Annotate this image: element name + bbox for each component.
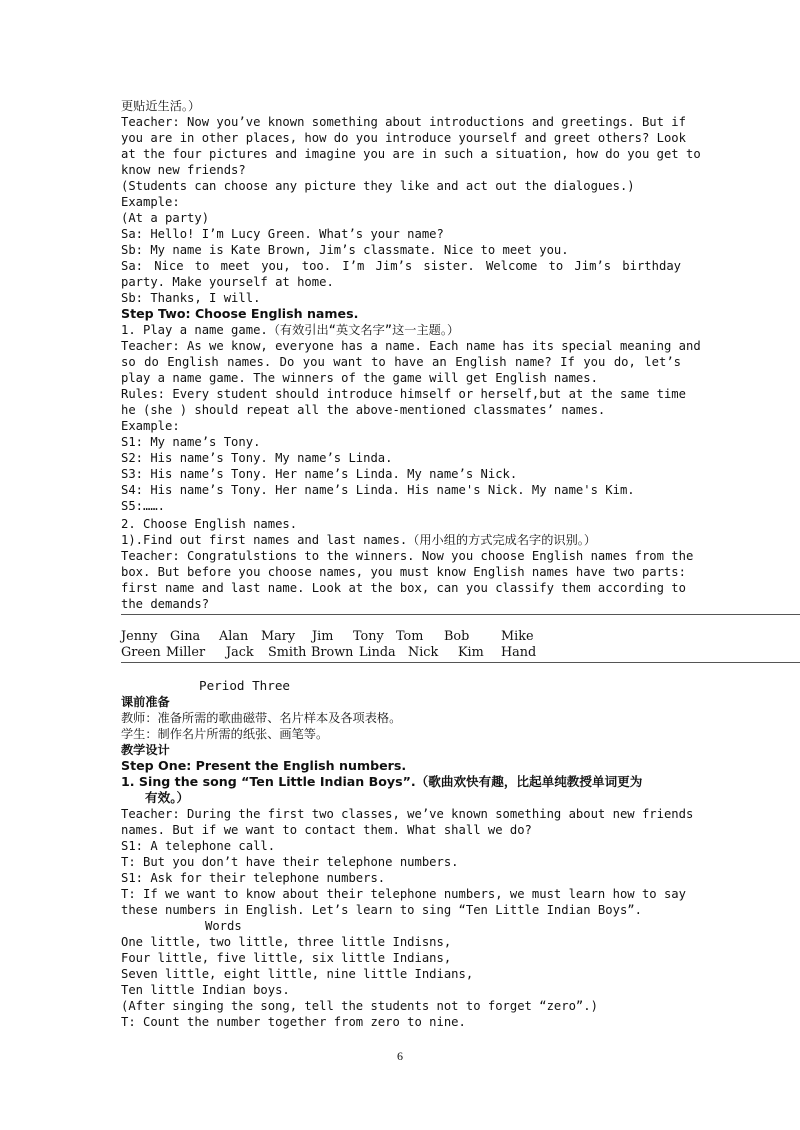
name-box-row-first bbox=[121, 629, 541, 645]
text-line: play a name game. The winners of the game will get English names. bbox=[121, 371, 598, 385]
text-line: box. But before you choose names, you must know English names have two parts: bbox=[121, 565, 686, 579]
step-heading: Step Two: Choose English names. bbox=[121, 306, 359, 321]
name-cell: Jack bbox=[226, 645, 254, 660]
period-heading: Period Three bbox=[199, 678, 290, 693]
text-line: Sa: Nice to meet you, too. I’m Jim’s sister. Welcome to Jim’s birthday bbox=[121, 259, 681, 273]
text-line: T: But you don’t have their telephone numbers. bbox=[121, 855, 459, 869]
text-line: know new friends? bbox=[121, 163, 246, 177]
name-cell: Tony bbox=[353, 629, 384, 644]
name-cell: Mike bbox=[501, 629, 534, 644]
name-cell: Mary bbox=[261, 629, 296, 644]
name-cell: Tom bbox=[396, 629, 424, 644]
name-cell: Miller bbox=[166, 645, 206, 660]
text-line: Sb: Thanks, I will. bbox=[121, 291, 261, 305]
text-line: 1. Play a name game.（有效引出“英文名字”这一主题。） bbox=[121, 323, 460, 337]
text-line: (After singing the song, tell the students not to forget “zero”.) bbox=[121, 999, 598, 1013]
name-cell: Bob bbox=[444, 629, 470, 644]
name-cell: Hand bbox=[501, 645, 537, 660]
text-line: (Students can choose any picture they like and act out the dialogues.) bbox=[121, 179, 635, 193]
text-line: T: If we want to know about their telephone numbers, we must learn how to say bbox=[121, 887, 686, 901]
step-heading: Step One: Present the English numbers. bbox=[121, 758, 407, 773]
song-words-heading: Words bbox=[205, 919, 242, 933]
text-line: S2: His name’s Tony. My name’s Linda. bbox=[121, 451, 393, 465]
text-line: S1: Ask for their telephone numbers. bbox=[121, 871, 386, 885]
song-line: Four little, five little, six little Indians, bbox=[121, 951, 452, 965]
text-line: so do English names. Do you want to have an English name? If you do, let’s bbox=[121, 355, 681, 369]
text-line: Sa: Hello! I’m Lucy Green. What’s your name? bbox=[121, 227, 444, 241]
text-line: you are in other places, how do you introduce yourself and greet others? Look bbox=[121, 131, 686, 145]
text-line: 2. Choose English names. bbox=[121, 517, 298, 531]
text-line: the demands? bbox=[121, 597, 210, 611]
text-line: T: Count the number together from zero to nine. bbox=[121, 1015, 466, 1029]
text-line: S3: His name’s Tony. Her name’s Linda. My name’s Nick. bbox=[121, 467, 518, 481]
text-line: 教师：准备所需的歌曲磁带、名片样本及各项表格。 bbox=[121, 711, 402, 725]
name-cell: Linda bbox=[359, 645, 396, 660]
text-line: first name and last name. Look at the box, can you classify them according to bbox=[121, 581, 686, 595]
name-cell: Green bbox=[121, 645, 161, 660]
song-line: Ten little Indian boys. bbox=[121, 983, 290, 997]
text-line: these numbers in English. Let’s learn to sing “Ten Little Indian Boys”. bbox=[121, 903, 642, 917]
name-box-bottom-rule bbox=[121, 662, 800, 663]
text-line: S1: My name’s Tony. bbox=[121, 435, 261, 449]
name-cell: Brown bbox=[311, 645, 354, 660]
song-line: One little, two little, three little Indisns, bbox=[121, 935, 452, 949]
text-line: at the four pictures and imagine you are in such a situation, how do you get to bbox=[121, 147, 701, 161]
text-line: Teacher: Congratulstions to the winners. Now you choose English names from the bbox=[121, 549, 694, 563]
song-line: Seven little, eight little, nine little Indians, bbox=[121, 967, 474, 981]
text-line: Example: bbox=[121, 419, 180, 433]
text-line: names. But if we want to contact them. What shall we do? bbox=[121, 823, 532, 837]
text-line: Sb: My name is Kate Brown, Jim’s classmate. Nice to meet you. bbox=[121, 243, 569, 257]
section-heading: 教学设计 bbox=[121, 743, 170, 757]
text-line: Example: bbox=[121, 195, 180, 209]
text-line: 更贴近生活。） bbox=[121, 99, 201, 113]
text-line: Teacher: Now you’ve known something about introductions and greetings. But if bbox=[121, 115, 686, 129]
name-box-top-rule bbox=[121, 614, 800, 615]
numbered-heading: 1. Sing the song “Ten Little Indian Boys”.（歌曲欢快有趣，比起单纯教授单词更为 bbox=[121, 774, 643, 789]
name-box-row-last bbox=[121, 645, 541, 661]
text-line: 1).Find out first names and last names.（用小组的方式完成名字的识别。） bbox=[121, 533, 597, 547]
text-line: S4: His name’s Tony. Her name’s Linda. His name's Nick. My name's Kim. bbox=[121, 483, 635, 497]
name-cell: Nick bbox=[408, 645, 439, 660]
name-cell: Gina bbox=[170, 629, 201, 644]
name-cell: Jenny bbox=[121, 629, 158, 644]
section-heading: 课前准备 bbox=[121, 695, 170, 709]
name-cell: Kim bbox=[458, 645, 484, 660]
text-line: he (she ) should repeat all the above-mentioned classmates’ names. bbox=[121, 403, 606, 417]
text-line: party. Make yourself at home. bbox=[121, 275, 334, 289]
text-line: (At a party) bbox=[121, 211, 210, 225]
text-line: Teacher: During the first two classes, we’ve known something about new friends bbox=[121, 807, 694, 821]
page-number: 6 bbox=[397, 1049, 403, 1063]
numbered-heading-continued: 有效。） bbox=[145, 790, 190, 805]
name-cell: Jim bbox=[312, 629, 334, 644]
text-line: S1: A telephone call. bbox=[121, 839, 276, 853]
text-line: 学生：制作名片所需的纸张、画笔等。 bbox=[121, 727, 329, 741]
text-line: Rules: Every student should introduce himself or herself,but at the same time bbox=[121, 387, 686, 401]
text-line: Teacher: As we know, everyone has a name. Each name has its special meaning and bbox=[121, 339, 701, 353]
name-cell: Alan bbox=[219, 629, 249, 644]
name-cell: Smith bbox=[268, 645, 307, 660]
text-line: S5:……. bbox=[121, 499, 166, 513]
